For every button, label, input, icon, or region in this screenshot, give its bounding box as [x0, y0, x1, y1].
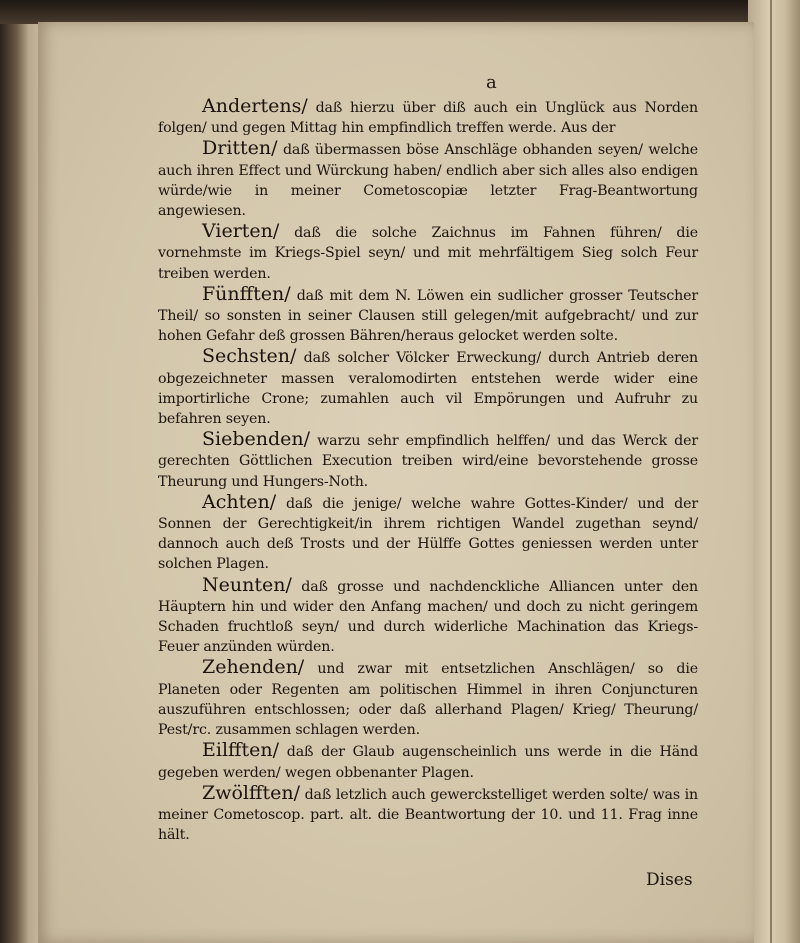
- paragraph-text: daß der Glaub augenscheinlich uns werde in die Händ gegeben werden/ wegen obbenanter Plagen.: [158, 744, 698, 781]
- paragraph-lead: Zehenden/: [202, 656, 305, 679]
- paragraph-achten: [158, 492, 698, 575]
- paragraph-neunten: [158, 575, 698, 658]
- paragraph-sechsten: [158, 346, 698, 429]
- paragraph-lead: Vierten/: [202, 220, 280, 243]
- catchword: Dises: [646, 870, 693, 890]
- signature-mark: a: [486, 72, 497, 93]
- paragraph-lead: Zwölfften/: [202, 781, 300, 804]
- paragraph-lead: Fünfften/: [202, 282, 291, 305]
- page-edges: [748, 0, 800, 943]
- paragraph-text: daß hierzu über diß auch ein Unglück aus Norden folgen/ und gegen Mittag hin empfindlich treffen werde. Aus der: [158, 100, 698, 137]
- paragraph-lead: Dritten/: [202, 137, 278, 160]
- paragraph-lead: Sechsten/: [202, 345, 297, 368]
- paragraph-lead: Neunten/: [202, 573, 292, 596]
- paragraph-zehenden: [158, 657, 698, 740]
- paragraph-fuenfften: [158, 284, 698, 347]
- paragraph-text: daß mit dem N. Löwen ein sudlicher grosser Teutscher Theil/ so sonsten in seiner Clausen still gelegen/mit aufgebracht/ und zur hohen Gefahr deß grossen Bähren/heraus gelocket werden solte.: [158, 287, 698, 345]
- paragraph-lead: Andertens/: [202, 95, 308, 117]
- paragraph-text: daß übermassen böse Anschläge obhanden seyen/ welche auch ihren Effect und Würckung haben/ endlich aber sich alles also endigen würde/wie in meiner Cometoscopiæ letzter Frag-Beantwortung angewiesen.: [158, 142, 698, 220]
- paragraph-dritten: [158, 138, 698, 221]
- paragraph-text: daß die solche Zaichnus im Fahnen führen/ die vornehmste im Kriegs-Spiel seyn/ und mit mehrfältigem Sieg solch Feur treiben werden.: [158, 225, 698, 282]
- paragraph-siebenden: [158, 429, 698, 492]
- paragraph-text: und zwar mit entsetzlichen Anschlägen/ so die Planeten oder Regenten am politischen Himmel in ihren Conjuncturen auszuführen entschlossen; oder daß allerhand Plagen/ Krieg/ Theurung/ Pest/rc. zusammen schlagen werden.: [158, 661, 698, 739]
- paragraph-zwoelfften: [158, 783, 698, 846]
- page-body-text: [158, 96, 698, 845]
- paragraph-text: daß grosse und nachdenckliche Alliancen unter den Häuptern hin und wider den Anfang machen/ und doch zu nicht geringem Schaden fruchtloß seyn/ und durch widerliche Machination das Kriegs-Feuer anzünden würden.: [158, 578, 698, 656]
- paragraph-vierten: [158, 221, 698, 284]
- paragraph-text: daß die jenige/ welche wahre Gottes-Kinder/ und der Sonnen der Gerechtigkeit/in ihrem richtigen Wandel zugethan seynd/ dannoch auch deß Trosts und der Hülffe Gottes geniessen werden unter solchen Plagen.: [158, 495, 698, 573]
- paragraph-text: daß solcher Völcker Erweckung/ durch Antrieb deren obgezeichneter massen veralomodirten entstehen werde wider eine importirliche Crone; zumahlen auch vil Empörungen und Aufruhr zu befahren seyen.: [158, 350, 698, 428]
- paragraph-lead: Achten/: [202, 490, 277, 513]
- paragraph-text: warzu sehr empfindlich helffen/ und das Werck der gerechten Göttlichen Execution treiben wird/eine bevorstehende grosse Theurung und Hungers-Noth.: [158, 433, 698, 490]
- paragraph-lead: Eilfften/: [202, 739, 280, 762]
- paragraph-lead: Siebenden/: [202, 428, 311, 451]
- paragraph-text: daß letzlich auch gewerckstelliget werden solte/ was in meiner Cometoscop. part. alt. die Beantwortung der 10. und 11. Frag inne hält.: [158, 786, 698, 844]
- paragraph-andertens: [158, 96, 698, 138]
- paragraph-eilfften: [158, 740, 698, 782]
